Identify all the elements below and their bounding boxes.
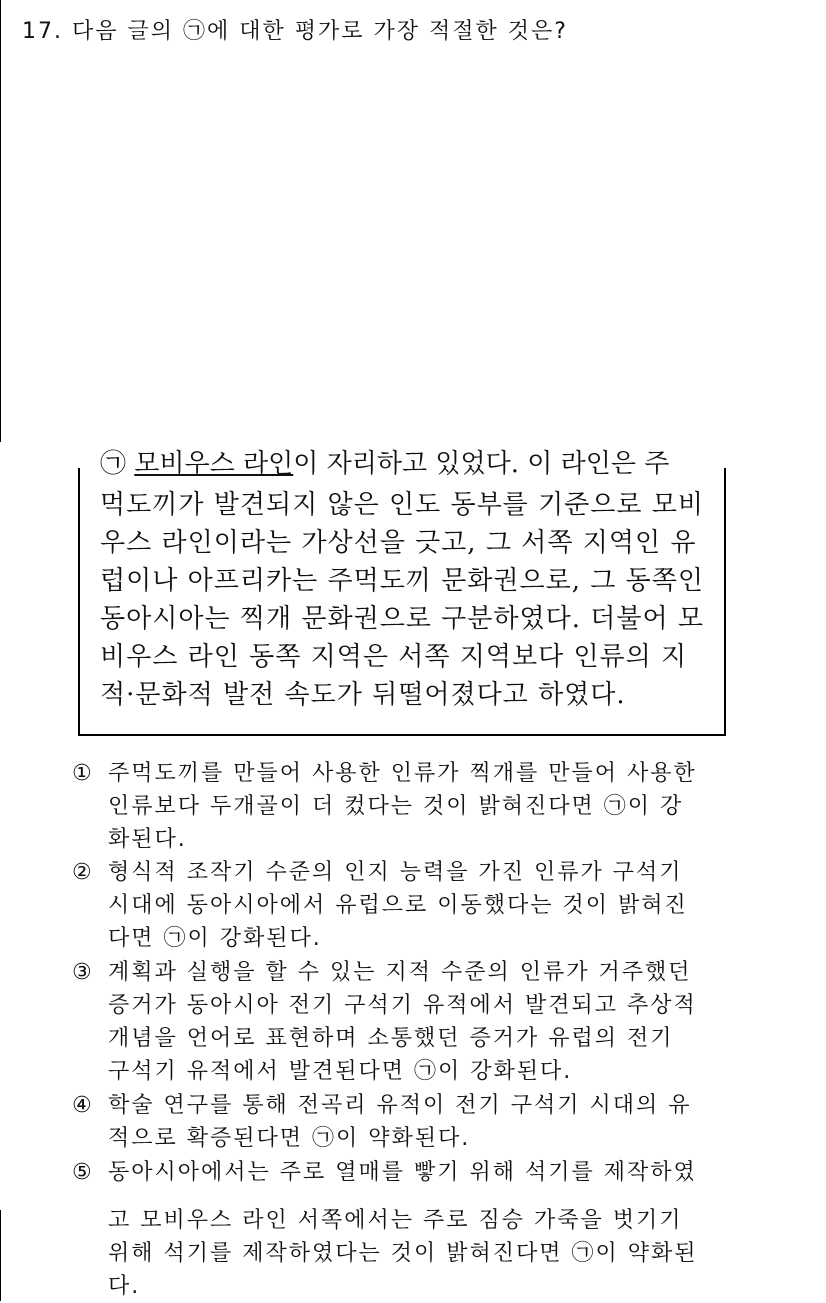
choice-text: 시대에 동아시아에서 유럽으로 이동했다는 것이 밝혀진: [108, 893, 688, 918]
choice-text: 동아시아에서는 주로 열매를 빻기 위해 석기를 제작하였: [108, 1160, 697, 1185]
choice-2[interactable]: [72, 856, 688, 955]
choice-text: 개념을 언어로 표현하며 소통했던 증거가 유럽의 전기: [108, 1026, 674, 1051]
choice-text: 학술 연구를 통해 전곡리 유적이 전기 구석기 시대의 유: [108, 1093, 692, 1118]
passage-cut-rest: 이 자리하고 있었다. 이 라인은 주: [293, 449, 670, 479]
choice-5-continued[interactable]: [72, 1204, 698, 1303]
choice-text: 형식적 조작기 수준의 인지 능력을 가진 인류가 구석기: [108, 860, 683, 885]
left-margin-rule-top: [0, 0, 1, 442]
choice-1[interactable]: [72, 757, 697, 856]
choice-3[interactable]: [72, 956, 697, 1088]
choice-number: ①: [72, 761, 94, 786]
passage-line: 럽이나 아프리카는 주먹도끼 문화권으로, 그 동쪽인: [100, 566, 705, 596]
choice-number: ④: [72, 1093, 94, 1118]
choice-text: 구석기 유적에서 발견된다면 ㉠이 강화된다.: [108, 1059, 573, 1084]
choice-text: 주먹도끼를 만들어 사용한 인류가 찍개를 만들어 사용한: [108, 761, 697, 786]
choice-number: ⑤: [72, 1160, 94, 1185]
choice-number: ②: [72, 860, 94, 885]
passage-underlined-term: 모비우스 라인: [134, 449, 294, 479]
question-stem: 17. 다음 글의 ㉠에 대한 평가로 가장 적절한 것은?: [22, 19, 568, 44]
choice-text: 화된다.: [108, 827, 187, 852]
passage-line: 비우스 라인 동쪽 지역은 서쪽 지역보다 인류의 지: [100, 642, 688, 672]
choice-5[interactable]: [72, 1156, 697, 1189]
passage-line: 먹도끼가 발견되지 않은 인도 동부를 기준으로 모비: [100, 490, 705, 520]
passage-line: 동아시아는 찍개 문화권으로 구분하였다. 더불어 모: [100, 604, 705, 634]
choice-text: 인류보다 두개골이 더 컸다는 것이 밝혀진다면 ㉠이 강: [108, 794, 684, 819]
choice-text: 다.: [108, 1274, 141, 1299]
choice-text: 고 모비우스 라인 서쪽에서는 주로 짐승 가죽을 벗기기: [108, 1208, 683, 1233]
left-margin-rule-bottom: [0, 1210, 1, 1301]
choice-text: 적으로 확증된다면 ㉠이 약화된다.: [108, 1126, 471, 1151]
choice-text: 계획과 실행을 할 수 있는 지적 수준의 인류가 거주했던: [108, 960, 692, 985]
choice-4[interactable]: [72, 1089, 692, 1155]
passage-box: [78, 449, 726, 736]
choice-number: ③: [72, 960, 94, 985]
choice-text: 증거가 동아시아 전기 구석기 유적에서 발견되고 추상적: [108, 993, 697, 1018]
passage-cut-line: [100, 445, 669, 483]
choice-text: 위해 석기를 제작하였다는 것이 밝혀진다면 ㉠이 약화된: [108, 1241, 698, 1266]
passage-marker: ㉠: [100, 449, 127, 479]
passage-line: 적·문화적 발전 속도가 뒤떨어졌다고 하였다.: [100, 680, 626, 710]
passage-line: 우스 라인이라는 가상선을 긋고, 그 서쪽 지역인 유: [100, 528, 697, 558]
choice-text: 다면 ㉠이 강화된다.: [108, 926, 322, 951]
